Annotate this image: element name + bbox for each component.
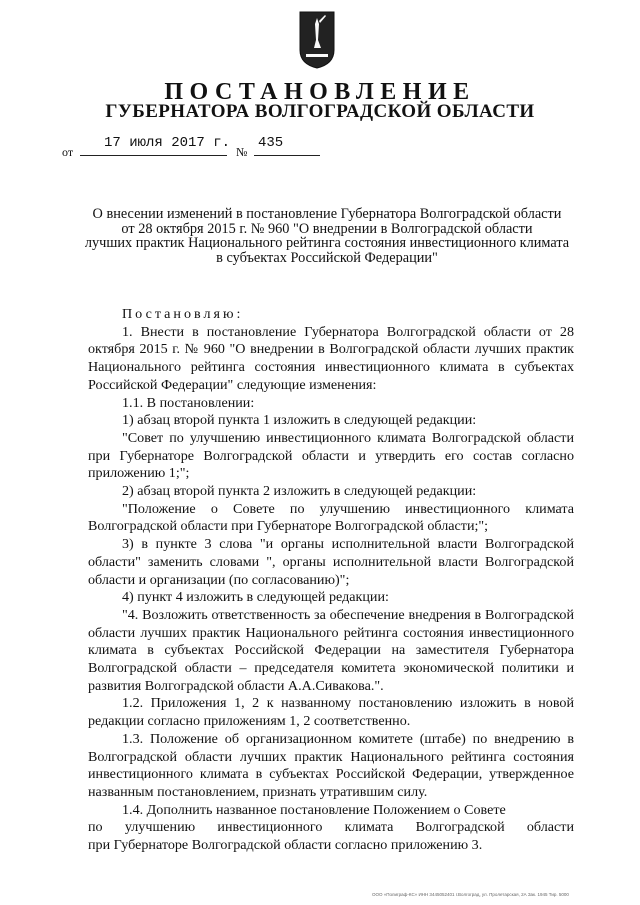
- printer-footnote: ООО «Полиграф-КС» ИНН 3445052401 г.Волгоград, ул. Пролетарская, 2А Зак. 1945 Тир. 5000: [372, 892, 569, 897]
- number-underline: [254, 155, 320, 156]
- date-prefix: от: [62, 145, 74, 159]
- paragraph-1-3: 1.3. Положение об организационном комитете (штабе) по внедрению в Волгоградской области лучших практик Национального рейтинга состояния инвестиционного климата в субъектах Российской Федерации, утвержденное названным постановлением, признать утратившим силу.: [88, 730, 574, 800]
- emblem-icon: [298, 10, 336, 70]
- document-heading: [82, 207, 572, 265]
- quote-2: "Положение о Совете по улучшению инвестиционного климата Волгоградской области при Губернаторе Волгоградской области;";: [88, 500, 574, 535]
- document-title: ПОСТАНОВЛЕНИЕ: [164, 79, 476, 105]
- quote-1: "Совет по улучшению инвестиционного климата Волгоградской области при Губернаторе Волгоградской области и утвердить его состав согласно приложению 1;";: [88, 429, 574, 482]
- paragraph-1-1-2: 2) абзац второй пункта 2 изложить в следующей редакции:: [122, 483, 477, 500]
- paragraph-1-2: 1.2. Приложения 1, 2 к названному постановлению изложить в новой редакции согласно приложениям 1, 2 соответственно.: [88, 695, 574, 730]
- paragraph-1: 1. Внести в постановление Губернатора Волгоградской области от 28 октября 2015 г. № 960 "О внедрении в Волгоградской области лучших практик Национального рейтинга состояния инвестиционного климата в субъектах Российской Федерации" следующие изменения:: [88, 323, 574, 393]
- heading-line: в субъектах Российской Федерации": [216, 249, 438, 266]
- document-date: 17 июля 2017 г.: [104, 135, 231, 151]
- paragraph-1-1-4: 4) пункт 4 изложить в следующей редакции:: [122, 589, 389, 606]
- number-prefix: №: [236, 145, 248, 159]
- paragraph-1-4-line: при Губернаторе Волгоградской области согласно приложению 3.: [88, 837, 483, 854]
- heading-line: от 28 октября 2015 г. № 960 "О внедрении в Волгоградской области: [121, 220, 533, 237]
- paragraph-1-1-1: 1) абзац второй пункта 1 изложить в следующей редакции:: [122, 412, 477, 429]
- document-body: [88, 306, 574, 855]
- paragraph-1-1: 1.1. В постановлении:: [122, 394, 255, 411]
- decree-word: Постановляю:: [122, 306, 244, 322]
- paragraph-1-4-line: по улучшению инвестиционного климата Волгоградской области: [88, 819, 574, 836]
- heading-line: О внесении изменений в постановление Губернатора Волгоградской области: [92, 206, 562, 222]
- paragraph-1-1-3: 3) в пункте 3 слова "и органы исполнительной власти Волгоградской области" заменить словами ", органы исполнительной власти Волгоградской области и организации (по согласованию)";: [88, 536, 574, 588]
- quote-4: "4. Возложить ответственность за обеспечение внедрения в Волгоградской области лучших практик Национального рейтинга состояния инвестиционного климата в субъектах Российской Федерации на заместителя Губернатора Волгоградской области – председателя комитета экономической политики и развития Волгоградской области А.А.Сивакова.".: [88, 606, 574, 694]
- coat-of-arms-emblem: [298, 10, 336, 70]
- heading-line: лучших практик Национального рейтинга состояния инвестиционного климата: [84, 235, 570, 251]
- document-subtitle: ГУБЕРНАТОРА ВОЛГОГРАДСКОЙ ОБЛАСТИ: [105, 101, 535, 122]
- document-number: 435: [258, 135, 284, 151]
- date-underline: [80, 155, 227, 156]
- date-number-row: [62, 135, 332, 159]
- paragraph-1-4-line: 1.4. Дополнить названное постановление Положением о Совете: [122, 801, 506, 818]
